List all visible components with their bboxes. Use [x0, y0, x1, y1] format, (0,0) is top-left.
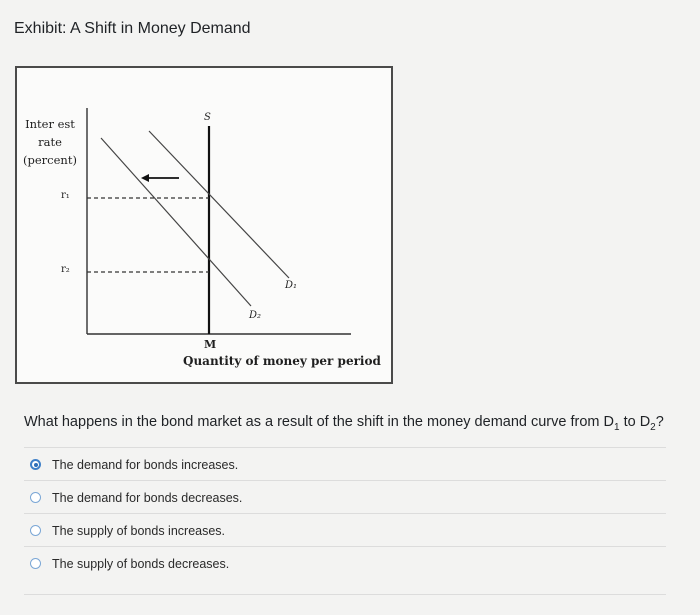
y-axis-label: Inter est rate (percent): [23, 117, 77, 167]
option-supply-decreases[interactable]: [24, 546, 666, 580]
demand-curve-d1: [149, 131, 289, 278]
shift-arrow-head: [141, 174, 149, 182]
exhibit-title: Exhibit: A Shift in Money Demand: [14, 20, 251, 37]
r2-label: r₂: [61, 264, 70, 275]
option-demand-decreases[interactable]: [24, 480, 666, 514]
money-demand-figure: [15, 66, 393, 384]
option-label: The demand for bonds decreases.: [52, 490, 243, 505]
option-label: The demand for bonds increases.: [52, 457, 239, 472]
radio-selected-icon[interactable]: [30, 459, 41, 470]
radio-icon[interactable]: [30, 558, 41, 569]
radio-icon[interactable]: [30, 492, 41, 503]
option-supply-increases[interactable]: [24, 513, 666, 547]
r1-label: r₁: [61, 190, 70, 201]
option-demand-increases[interactable]: [24, 447, 666, 481]
option-label: The supply of bonds decreases.: [52, 556, 230, 571]
divider: [24, 594, 666, 595]
d1-label: D₁: [285, 280, 298, 291]
d2-label: D₂: [249, 310, 262, 321]
option-label: The supply of bonds increases.: [52, 523, 226, 538]
demand-curve-d2: [101, 138, 251, 306]
m-label: M: [204, 338, 217, 351]
x-axis-label: Quantity of money per period: [183, 354, 381, 368]
supply-label: S: [204, 112, 211, 123]
question-text: What happens in the bond market as a result of the shift in the money demand curve from $D_1$ to $D_2$?: [24, 414, 664, 433]
radio-icon[interactable]: [30, 525, 41, 536]
